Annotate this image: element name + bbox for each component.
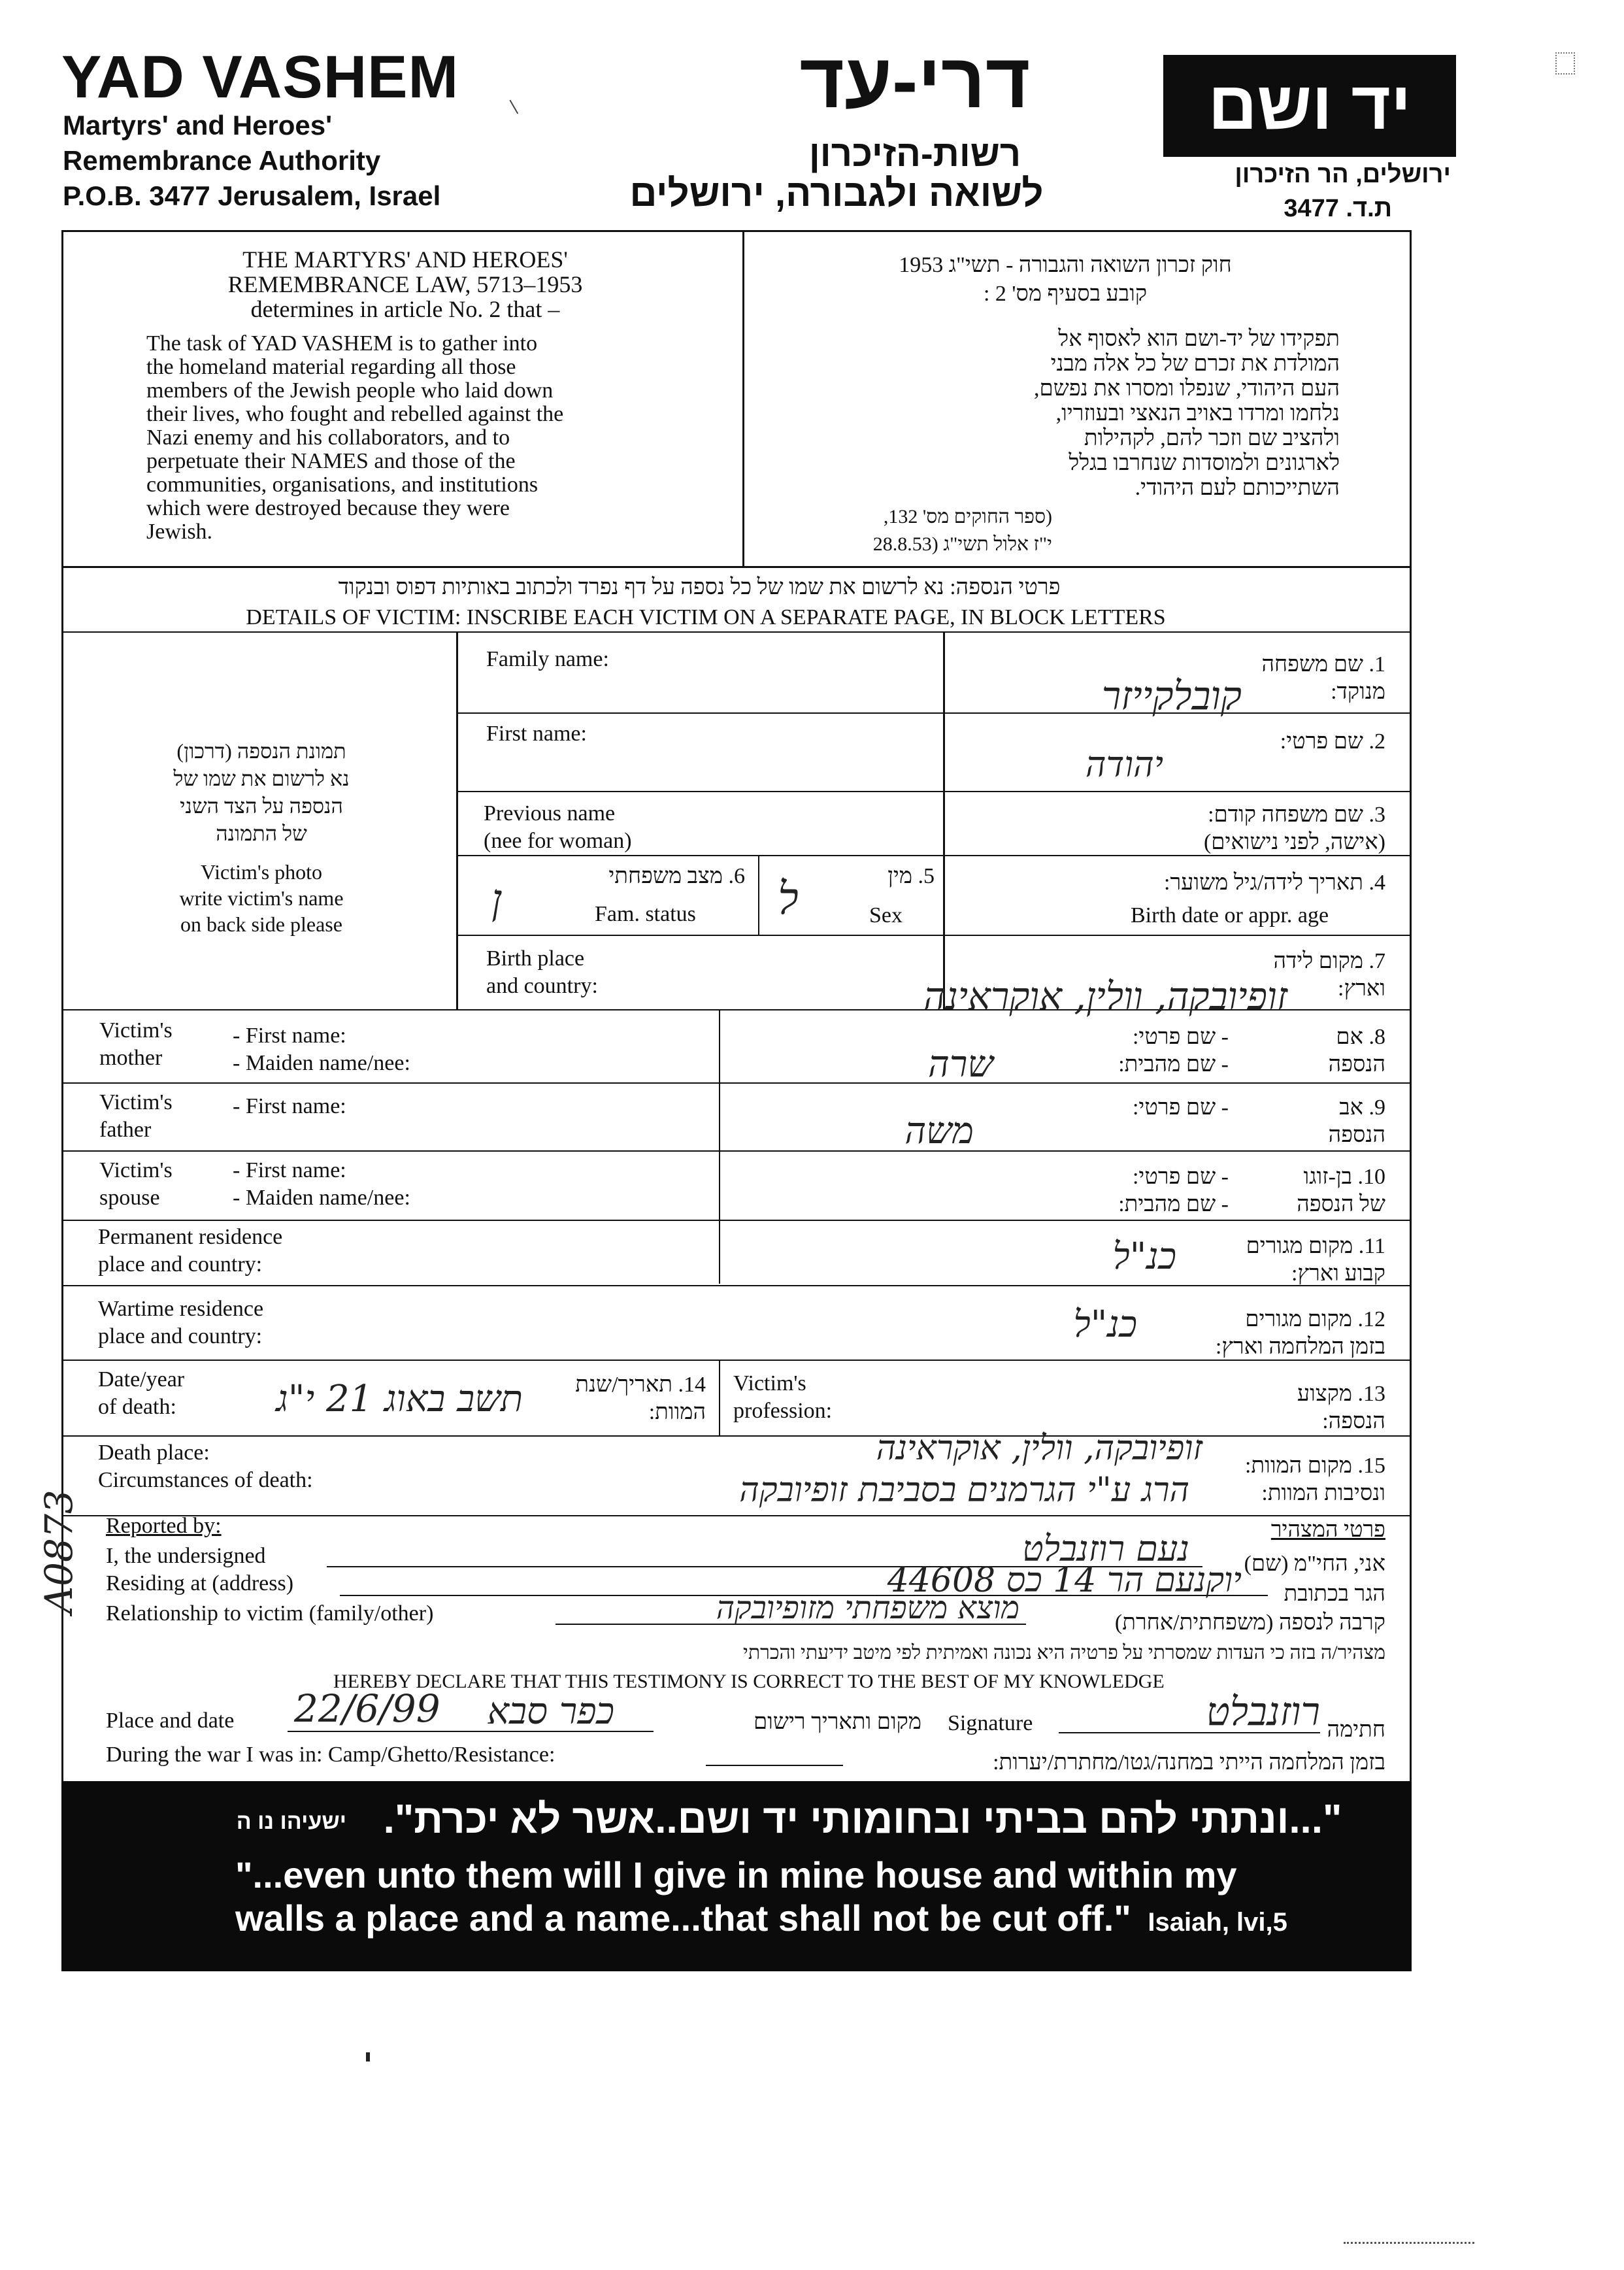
law-line: Nazi enemy and his collaborators, and to — [146, 426, 510, 450]
wartime-residence-label-he — [1150, 1306, 1385, 1361]
spouse-label-he — [1229, 1163, 1385, 1218]
law-line-he: תפקידו של יד-ושם הוא לאסוף אל — [1058, 327, 1340, 351]
mother-1: Victim's — [99, 1018, 173, 1043]
archive-number: A0873 — [37, 1490, 81, 1614]
law-title-he-1: חוק זכרון השואה והגבורה - תשי"ג 1953 — [899, 253, 1232, 277]
declaration-he: מצהיר/ה בזה כי העדות שמסרתי על פרטיה היא נכונה ואמיתית לפי מיטב ידיעתי והכרתי — [742, 1642, 1385, 1663]
birth-place-1: Birth place — [486, 946, 585, 971]
previous-name-2: (nee for woman) — [484, 829, 632, 853]
mother-sub-label-he — [1046, 1024, 1229, 1078]
perm-res-1: Permanent residence — [98, 1225, 283, 1249]
place-date-label-he: מקום ותאריך רישום — [753, 1710, 921, 1734]
date-of-death-label-he — [510, 1371, 706, 1426]
spouse-first: - First name: — [233, 1158, 346, 1182]
spouse-label — [99, 1157, 173, 1212]
spouse-he-2: של הנספה — [1297, 1192, 1385, 1216]
birth-place-value: זופיובקה, וולין, אוקראינה — [923, 974, 1287, 1018]
org-title-he: דרי-עד — [799, 38, 1031, 124]
birth-date-label-he: 4. תאריך לידה/גיל משוער: — [1164, 871, 1385, 895]
war-res-he-1: 12. מקום מגורים — [1245, 1307, 1385, 1331]
fam-status-label-he: 6. מצב משפחתי — [608, 864, 745, 888]
law-reference-he — [804, 503, 1052, 558]
place-date-label: Place and date — [106, 1709, 235, 1733]
logo-text: יד ושם — [1208, 68, 1412, 144]
law-line: the homeland material regarding all those — [146, 355, 516, 379]
war-res-he-2: בזמן המלחמה וארץ: — [1215, 1335, 1385, 1359]
first-name-label: First name: — [486, 722, 587, 746]
law-line-he: השתייכותם לעם היהודי. — [1135, 476, 1340, 500]
law-line: their lives, who fought and rebelled against the — [146, 402, 564, 426]
first-name-value: יהודה — [1085, 744, 1163, 785]
quote-en-1: "...even unto them will I give in mine house and within my — [235, 1854, 1237, 1895]
relationship-label: Relationship to victim (family/other) — [106, 1601, 434, 1626]
spouse-maiden: - Maiden name/nee: — [233, 1186, 410, 1210]
law-ref-1: (ספר החוקים מס' 132, — [883, 506, 1052, 527]
birth-place-label — [486, 945, 598, 1000]
death-date-1: Date/year — [98, 1367, 185, 1392]
family-name-he-2: מנוקד: — [1331, 680, 1385, 704]
quote-en-ref: Isaiah, lvi,5 — [1148, 1908, 1287, 1937]
father-1: Victim's — [99, 1090, 173, 1114]
law-line: communities, organisations, and institutions — [146, 473, 539, 497]
first-name-label-he: 2. שם פרטי: — [1280, 729, 1385, 754]
relationship-value: מוצא משפחתי מזופיובקה — [716, 1590, 1019, 1626]
place-date-value: 22/6/99 — [294, 1686, 440, 1731]
law-title-en-1: THE MARTYRS' AND HEROES' — [242, 246, 568, 273]
death-place-he-2: ונסיבות המוות: — [1261, 1481, 1385, 1505]
wartime-residence-value: כנ"ל — [1073, 1303, 1137, 1346]
fam-status-label: Fam. status — [595, 902, 696, 926]
reported-by-label-he: פרטי המצהיר — [1270, 1518, 1385, 1542]
family-name-value: קובלקייזר — [1101, 673, 1242, 719]
law-title-en-3: determines in article No. 2 that – — [250, 296, 560, 322]
org-address-he-1: ירושלים, הר הזיכרון — [1235, 161, 1451, 188]
profession-he-2: הנספה: — [1322, 1409, 1385, 1433]
permanent-residence-label — [98, 1224, 282, 1278]
signature-value: רוזנבלט — [1206, 1689, 1320, 1735]
profession-1: Victim's — [733, 1371, 806, 1395]
family-name-label: Family name: — [486, 647, 609, 671]
photo-instructions-he — [85, 737, 438, 847]
address-value: יוקנעם הר 14 כס 44608 — [887, 1561, 1242, 1600]
org-subtitle-he-2: לשואה ולגבורה, ירושלים — [629, 172, 1044, 214]
undersigned-label: I, the undersigned — [106, 1544, 266, 1568]
mother-first: - First name: — [233, 1024, 346, 1048]
birth-date-label: Birth date or appr. age — [1131, 903, 1329, 927]
sex-label-he: 5. מין — [887, 864, 935, 888]
photo-en-3: on back side please — [180, 912, 342, 936]
scan-speck — [1555, 52, 1575, 75]
details-header-he: פרטי הנספה: נא לרשום את שמו של כל נספה על דף נפרד ולכתוב באותיות דפוס ובנקוד — [338, 575, 1061, 599]
org-title-en: YAD VASHEM — [61, 44, 459, 110]
law-line-he: ולהציב שם וזכר להם, לקהילות — [1084, 426, 1340, 450]
law-title-en-2: REMEMBRANCE LAW, 5713–1953 — [227, 271, 583, 297]
org-subtitle-en-1: Martyrs' and Heroes' — [63, 110, 333, 141]
quote-en-2 — [235, 1897, 1287, 1939]
birth-place-he-1: 7. מקום לידה — [1273, 949, 1385, 973]
quote-he-ref: ישעיהו נו ה — [236, 1809, 346, 1834]
date-of-death-value: תשב באוג 21 י"ג — [276, 1378, 523, 1420]
law-title-en — [137, 247, 673, 322]
mother-first-value: שרה — [928, 1043, 993, 1086]
details-header-en: DETAILS OF VICTIM: INSCRIBE EACH VICTIM ON A SEPARATE PAGE, IN BLOCK LETTERS — [246, 605, 1166, 629]
mother-sub-label — [233, 1022, 410, 1077]
death-place-label — [98, 1439, 313, 1494]
law-title-he-2: קובע בסעיף מס' 2 : — [983, 282, 1148, 306]
mother-maiden-he: - שם מהבית: — [1118, 1052, 1229, 1077]
death-place-2: Circumstances of death: — [98, 1468, 313, 1492]
mother-he-1: 8. אם — [1336, 1025, 1385, 1049]
father-first-value: משה — [904, 1110, 974, 1152]
death-place-label-he — [1189, 1452, 1385, 1507]
death-date-he-1: 14. תאריך/שנת — [575, 1373, 706, 1397]
mother-maiden: - Maiden name/nee: — [233, 1051, 410, 1075]
perm-res-2: place and country: — [98, 1252, 263, 1277]
org-address-en: P.O.B. 3477 Jerusalem, Israel — [63, 180, 441, 211]
quote-en-2-text: walls a place and a name...that shall not be cut off." — [235, 1897, 1131, 1939]
photo-he-3: הנספה על הצד השני — [180, 794, 343, 818]
spouse-2: spouse — [99, 1186, 160, 1210]
place-date-value-2: כפר סבא — [487, 1690, 614, 1733]
father-sub-label: - First name: — [233, 1094, 346, 1118]
previous-name-he-1: 3. שם משפחה קודם: — [1208, 803, 1385, 827]
perm-res-he-2: קבוע וארץ: — [1291, 1261, 1385, 1286]
birth-place-he-2: וארץ: — [1338, 976, 1385, 1001]
photo-en-1: Victim's photo — [200, 860, 323, 884]
scan-speck — [1344, 2242, 1474, 2246]
death-date-2: of death: — [98, 1395, 176, 1419]
sex-label: Sex — [869, 903, 903, 927]
law-ref-2: י"ז אלול תשי"ג (28.8.53 — [872, 533, 1052, 555]
signature-label-he: חתימה — [1327, 1718, 1385, 1742]
photo-en-2: write victim's name — [179, 886, 344, 910]
mother-he-2: הנספה — [1328, 1052, 1385, 1077]
birth-place-2: and country: — [486, 974, 598, 998]
war-res-1: Wartime residence — [98, 1297, 264, 1321]
law-line: members of the Jewish people who laid down — [146, 378, 554, 403]
photo-instructions-en — [85, 859, 438, 937]
quote-he: "...ונתתי להם בביתי ובחומותי יד ושם..אשר לא יכרת". — [383, 1797, 1342, 1842]
mother-label-he — [1242, 1024, 1385, 1078]
father-2: father — [99, 1118, 152, 1142]
father-he-2: הנספה — [1328, 1123, 1385, 1147]
permanent-residence-value: כנ"ל — [1112, 1235, 1176, 1278]
photo-he-4: של התמונה — [216, 822, 307, 845]
law-body-he — [804, 327, 1340, 501]
law-line-he: המולדת את זכרם של כל אלה מבני — [1050, 352, 1340, 376]
wartime-residence-label — [98, 1295, 263, 1350]
profession-he-1: 13. מקצוע — [1297, 1382, 1385, 1406]
profession-label-he — [1229, 1380, 1385, 1435]
law-title-he — [784, 251, 1346, 309]
scan-speck — [504, 100, 518, 118]
father-label-he — [1242, 1094, 1385, 1149]
spouse-sub-label-he — [1046, 1163, 1229, 1218]
fam-status-value: ן — [491, 876, 503, 924]
relationship-label-he: קרבה לנספה (משפחתית/אחרת) — [1114, 1611, 1385, 1635]
yad-vashem-logo — [1163, 55, 1456, 157]
signature-label: Signature — [948, 1711, 1033, 1735]
law-body-en — [146, 332, 689, 544]
profession-label — [733, 1370, 832, 1425]
death-place-value: זופיובקה, וולין, אוקראינה — [876, 1429, 1202, 1468]
spouse-1: Victim's — [99, 1158, 173, 1182]
family-name-he-1: 1. שם משפחה — [1261, 652, 1385, 676]
org-address-he-2: ת.ד. 3477 — [1284, 195, 1392, 222]
address-label: Residing at (address) — [106, 1571, 294, 1595]
profession-2: profession: — [733, 1399, 833, 1423]
war-res-2: place and country: — [98, 1324, 263, 1348]
spouse-he-1: 10. בן-זוגו — [1303, 1165, 1385, 1189]
perm-res-he-1: 11. מקום מגורים — [1246, 1234, 1385, 1258]
war-location-label-he: בזמן המלחמה הייתי במחנה/גטו/מחתרת/יערות: — [993, 1750, 1385, 1775]
previous-name-label-he — [1111, 801, 1385, 856]
sex-value: ל — [778, 873, 799, 925]
father-he-1: 9. אב — [1339, 1095, 1385, 1120]
previous-name-1: Previous name — [484, 801, 616, 826]
law-line: which were destroyed because they were — [146, 496, 510, 520]
previous-name-he-2: (אישה, לפני נישואים) — [1203, 830, 1385, 854]
law-line: Jewish. — [146, 520, 213, 544]
address-label-he: הגר בכתובת — [1284, 1582, 1385, 1606]
father-sub-label-he: - שם פרטי: — [1132, 1095, 1229, 1120]
father-label — [99, 1089, 173, 1144]
law-line: The task of YAD VASHEM is to gather into — [146, 331, 538, 356]
photo-he-1: תמונת הנספה (דרכון) — [176, 739, 346, 763]
previous-name-label — [484, 800, 632, 855]
undersigned-value: נעם רוזנבלט — [1022, 1528, 1189, 1569]
spouse-sub-label — [233, 1157, 410, 1212]
death-date-he-2: המוות: — [648, 1400, 706, 1424]
law-line-he: לארגונים ולמוסדות שנחרבו בגלל — [1069, 451, 1340, 475]
law-line-he: העם היהודי, שנפלו ומסרו את נפשם, — [1034, 376, 1340, 401]
law-line: perpetuate their NAMES and those of the — [146, 449, 516, 473]
mother-first-he: - שם פרטי: — [1132, 1025, 1229, 1049]
law-line-he: נלחמו ומרדו באויב הנאצי ובעוזריו, — [1055, 401, 1340, 426]
war-location-label: During the war I was in: Camp/Ghetto/Resistance: — [106, 1743, 555, 1767]
death-circumstances-value: הרג ע"י הגרמנים בסביבת זופיובקה — [739, 1471, 1189, 1510]
death-place-he-1: 15. מקום המוות: — [1244, 1454, 1385, 1478]
permanent-residence-label-he — [1189, 1233, 1385, 1288]
spouse-maiden-he: - שם מהבית: — [1118, 1192, 1229, 1216]
declaration-en: HEREBY DECLARE THAT THIS TESTIMONY IS CORRECT TO THE BEST OF MY KNOWLEDGE — [333, 1671, 1165, 1692]
mother-label — [99, 1017, 173, 1072]
mother-2: mother — [99, 1046, 163, 1070]
date-of-death-label — [98, 1366, 184, 1421]
reported-by-label: Reported by: — [106, 1514, 222, 1538]
photo-he-2: נא לרשום את שמו של — [173, 767, 350, 790]
scan-speck — [366, 2052, 370, 2061]
org-subtitle-he-1: רשות-הזיכרון — [808, 133, 1021, 174]
spouse-first-he: - שם פרטי: — [1132, 1165, 1229, 1189]
org-subtitle-en-2: Remembrance Authority — [63, 145, 381, 176]
undersigned-label-he: אני, החי"מ (שם) — [1244, 1552, 1385, 1576]
death-place-1: Death place: — [98, 1441, 210, 1465]
